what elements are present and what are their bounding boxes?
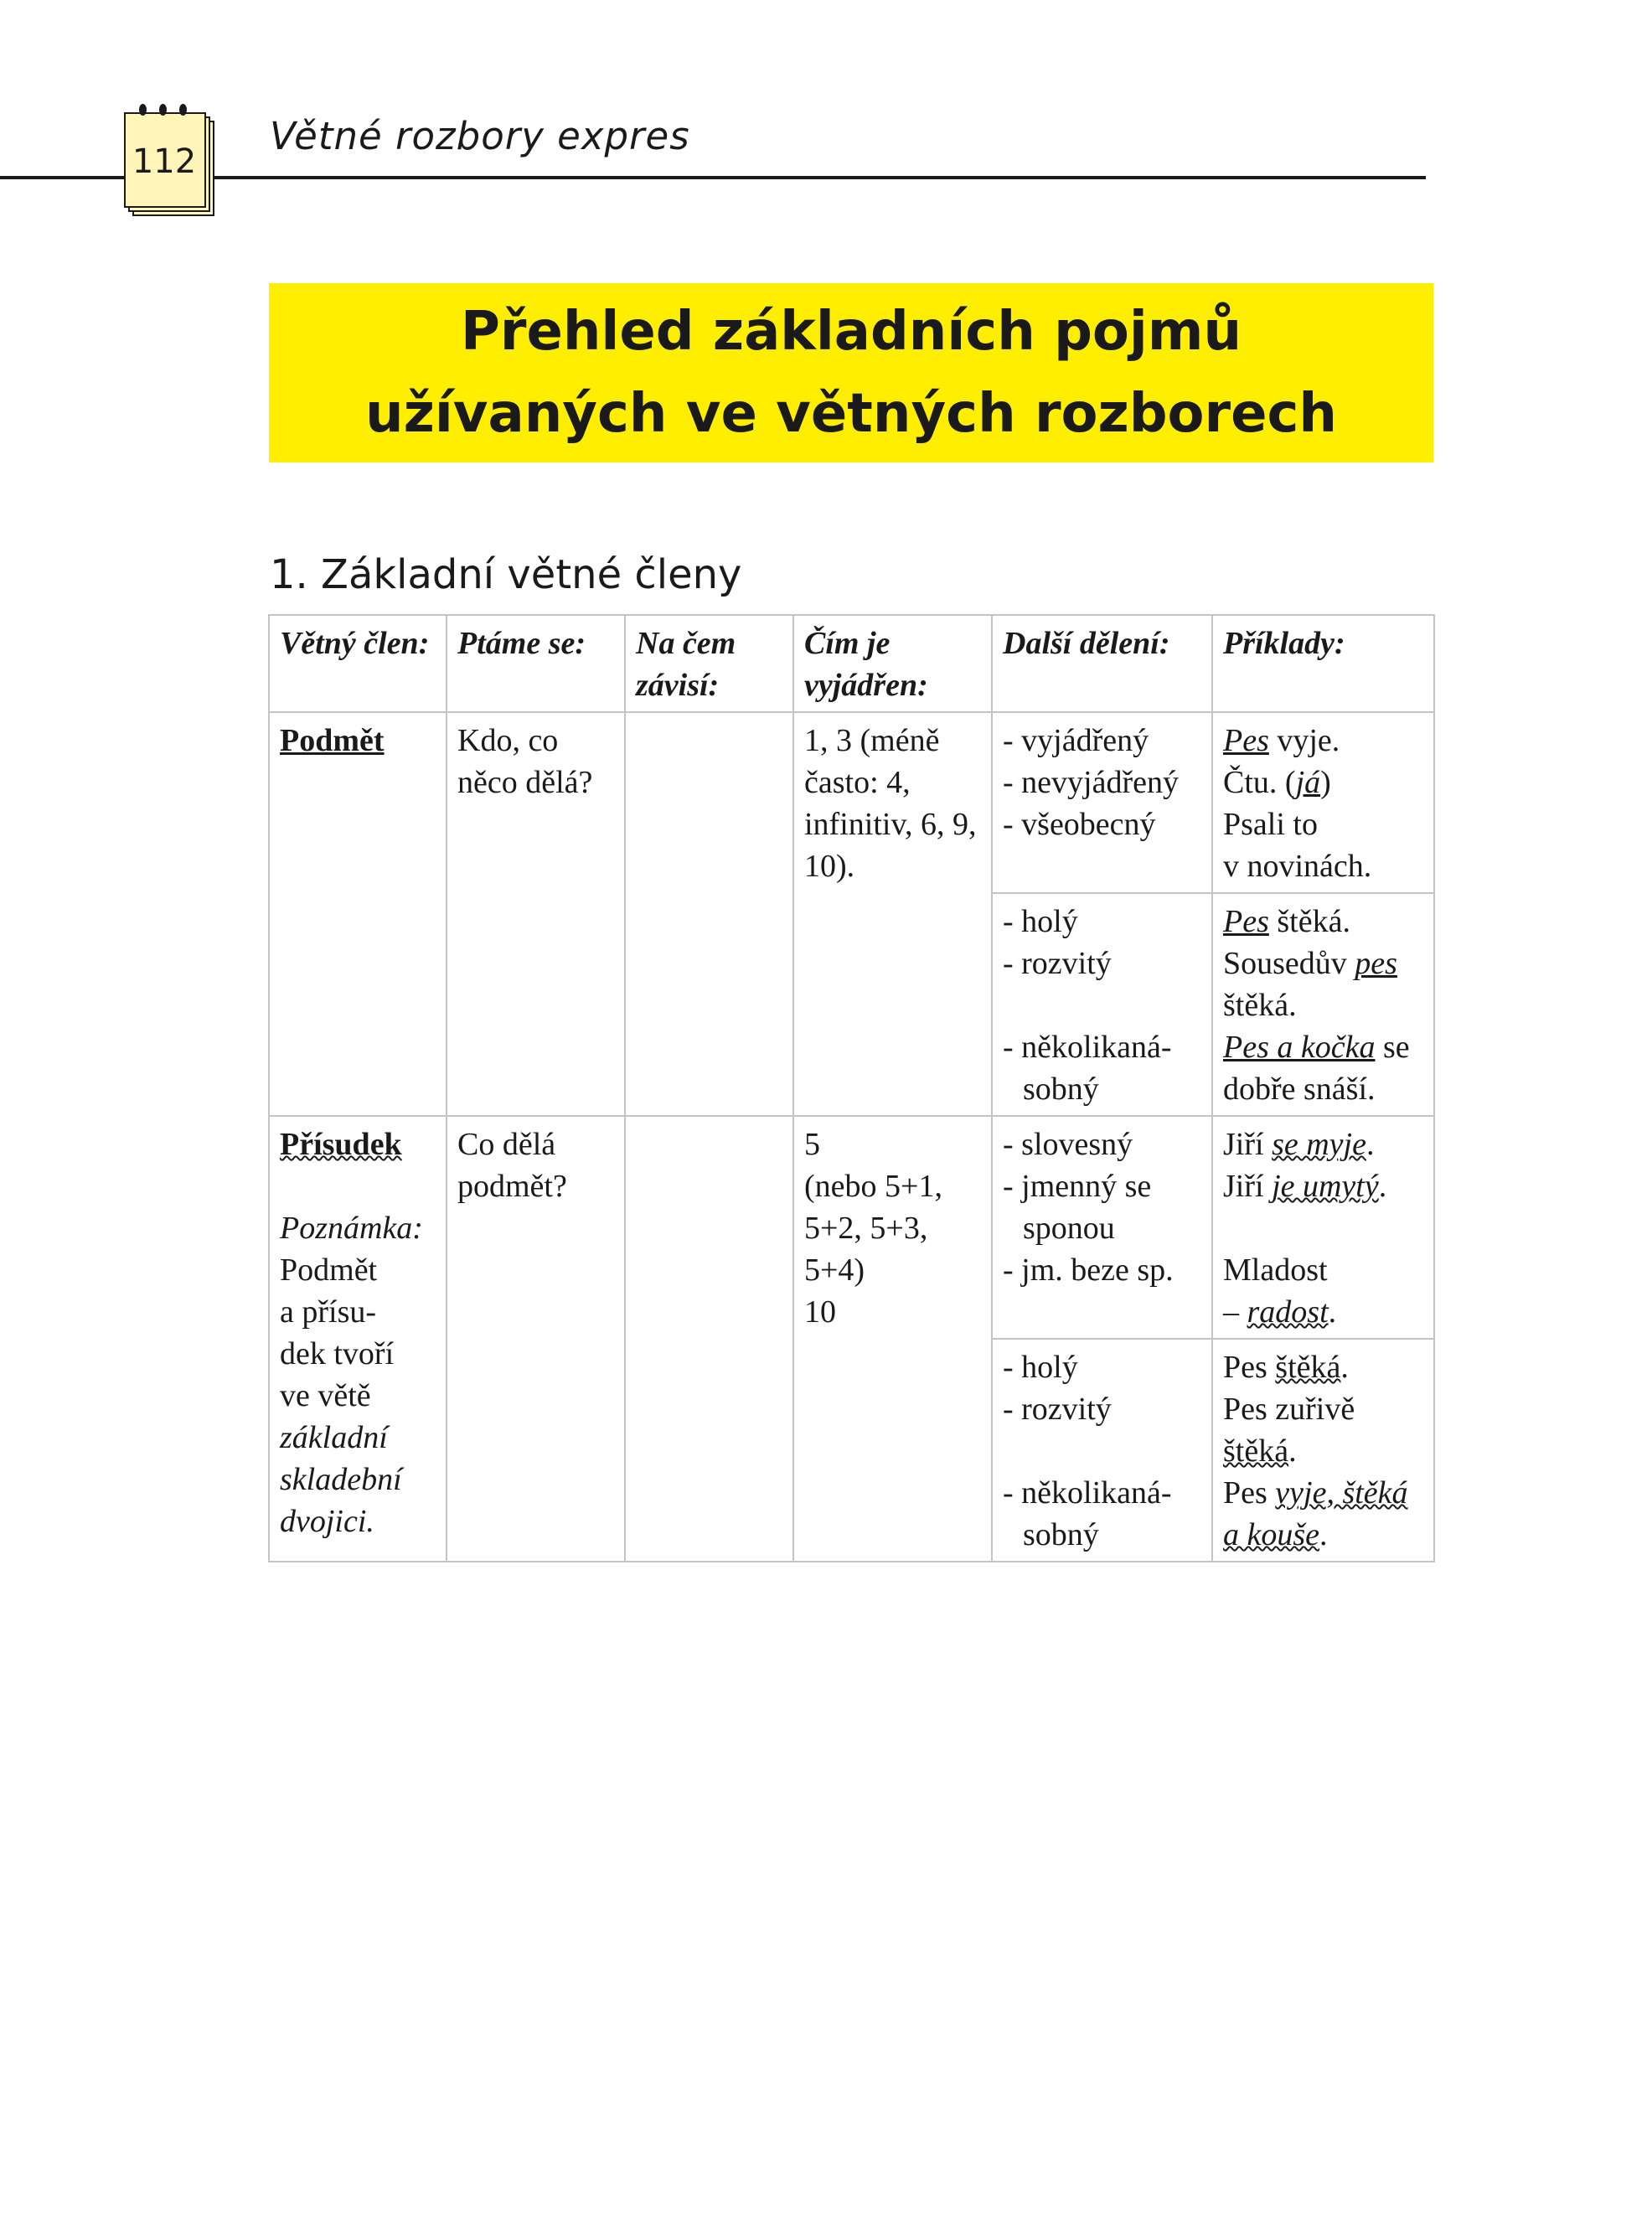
example-line: [1223, 1514, 1423, 1556]
division-item: - několikaná-: [1003, 1475, 1172, 1511]
example-line: [1223, 762, 1423, 803]
division-item: - holý: [1003, 1350, 1078, 1385]
example-line: Mladost: [1223, 1252, 1328, 1288]
example-text: .: [1340, 1350, 1349, 1385]
example-text: .: [1288, 1433, 1297, 1469]
example-line: [1223, 720, 1423, 762]
member-name: Podmět: [280, 723, 385, 758]
spacer: [1003, 1430, 1201, 1472]
example-line: [1223, 1472, 1423, 1514]
example-text: Pes: [1223, 1350, 1276, 1385]
predicate-highlight: a kouše: [1223, 1517, 1320, 1552]
column-header: Na čem závisí:: [625, 615, 793, 712]
page-number: 112: [132, 142, 197, 181]
depends-cell: [625, 712, 793, 1116]
example-line: [1223, 1291, 1423, 1333]
chapter-title-line-2: užívaných ve větných rozborech: [365, 383, 1337, 445]
question-cell: Kdo, co něco dělá?: [447, 712, 625, 1116]
division-item: - jm. beze sp.: [1003, 1252, 1174, 1288]
chapter-title-banner: [269, 283, 1433, 462]
division-cell: [992, 712, 1212, 893]
example-text: Jiří: [1223, 1127, 1273, 1162]
column-header: Další dělení:: [992, 615, 1212, 712]
predicate-highlight: štěká: [1275, 1350, 1341, 1385]
subject-highlight: Pes a kočka: [1223, 1030, 1376, 1065]
division-item: - holý: [1003, 904, 1078, 939]
example-text: vyje.: [1268, 723, 1340, 758]
chapter-title-line-1: Přehled základních pojmů: [460, 301, 1242, 363]
example-line: [1223, 1346, 1423, 1388]
column-header: Příklady:: [1212, 615, 1434, 712]
table-row: [269, 1116, 1434, 1339]
division-item: - několikaná-: [1003, 1030, 1172, 1065]
example-line: [1223, 901, 1423, 943]
division-item: - všeobecný: [1003, 807, 1156, 842]
subject-highlight: já: [1295, 765, 1321, 800]
examples-cell: [1212, 1116, 1434, 1339]
spacer: [1003, 984, 1201, 1026]
depends-cell: [625, 1116, 793, 1562]
subject-highlight: pes: [1355, 946, 1397, 981]
division-item: sobný: [1023, 1517, 1099, 1552]
predicate-highlight: vyje, štěká: [1275, 1475, 1408, 1511]
division-item: - rozvitý: [1003, 1392, 1112, 1427]
subject-highlight: Pes: [1223, 904, 1269, 939]
example-line: [1223, 1123, 1423, 1165]
division-cell: [992, 1116, 1212, 1339]
sentence-members-table: [268, 614, 1435, 1562]
table-row: [269, 712, 1434, 893]
expressed-line: 10: [804, 1294, 836, 1330]
example-line: [1223, 943, 1423, 984]
predicate-highlight: radost: [1247, 1294, 1329, 1330]
table-header-row: [269, 615, 1434, 712]
examples-cell: [1212, 1339, 1434, 1562]
example-text: .: [1319, 1517, 1328, 1552]
column-header: Čím je vyjádřen:: [793, 615, 992, 712]
question-cell: Co dělá podmět?: [447, 1116, 625, 1562]
note-line: dek tvoří: [280, 1336, 395, 1371]
expressed-line: 5+4): [804, 1252, 865, 1288]
predicate-highlight: se myje: [1272, 1127, 1366, 1162]
division-item: - jmenný se: [1003, 1169, 1152, 1204]
predicate-highlight: je umytý: [1272, 1169, 1379, 1204]
division-item: - nevyjádřený: [1003, 765, 1179, 800]
example-text: .: [1328, 1294, 1337, 1330]
notepad-ring: [179, 104, 187, 116]
notepad-ring: [159, 104, 167, 116]
expressed-cell: [793, 1116, 992, 1562]
expressed-line: (nebo 5+1,: [804, 1169, 942, 1204]
note-line: ve větě: [280, 1378, 371, 1413]
expressed-cell: 1, 3 (méně často: 4, infinitiv, 6, 9, 10).: [793, 712, 992, 1116]
book-title: Větné rozbory expres: [270, 114, 690, 158]
spacer: [280, 1165, 436, 1207]
column-header: Ptáme se:: [447, 615, 625, 712]
example-line: [1223, 1165, 1423, 1207]
example-line: dobře snáší.: [1223, 1072, 1376, 1107]
example-text: Pes: [1223, 1475, 1276, 1511]
notepad-ring: [139, 104, 147, 116]
note-label: Poznámka:: [280, 1211, 423, 1246]
division-cell: [992, 893, 1212, 1116]
subject-highlight: Pes: [1223, 723, 1269, 758]
spacer: [1223, 1207, 1423, 1249]
example-text: –: [1223, 1294, 1247, 1330]
division-item: - rozvitý: [1003, 946, 1112, 981]
page-number-notepad-icon: [124, 111, 213, 216]
member-cell: [269, 712, 447, 1116]
division-item: - slovesný: [1003, 1127, 1133, 1162]
example-line: [1223, 1026, 1423, 1068]
division-cell: [992, 1339, 1212, 1562]
example-text: Sousedův: [1223, 946, 1355, 981]
division-item: - vyjádřený: [1003, 723, 1149, 758]
example-text: .: [1365, 1127, 1375, 1162]
example-line: v novinách.: [1223, 849, 1372, 884]
note-line: skladební: [280, 1462, 402, 1497]
expressed-line: 5+2, 5+3,: [804, 1211, 928, 1246]
predicate-highlight: štěká: [1223, 1433, 1289, 1469]
expressed-line: 5: [804, 1127, 820, 1162]
note-line: a přísu-: [280, 1294, 377, 1330]
example-line: [1223, 1430, 1423, 1472]
example-line: štěká.: [1223, 988, 1297, 1023]
section-heading: 1. Základní větné členy: [270, 551, 742, 598]
note-line: dvojici.: [280, 1504, 374, 1539]
example-text: .: [1378, 1169, 1387, 1204]
example-text: Čtu. (: [1223, 765, 1296, 800]
example-text: se: [1375, 1030, 1410, 1065]
examples-cell: [1212, 893, 1434, 1116]
example-line: Psali to: [1223, 807, 1318, 842]
examples-cell: [1212, 712, 1434, 893]
division-item: sponou: [1023, 1211, 1115, 1246]
note-line: Podmět: [280, 1252, 378, 1288]
column-header: Větný člen:: [269, 615, 447, 712]
member-name: Přísudek: [280, 1127, 402, 1162]
division-item: sobný: [1023, 1072, 1099, 1107]
example-text: štěká.: [1268, 904, 1350, 939]
member-cell: [269, 1116, 447, 1562]
example-line: Pes zuřivě: [1223, 1392, 1355, 1427]
example-text: ): [1320, 765, 1331, 800]
example-text: Jiří: [1223, 1169, 1273, 1204]
note-line: základní: [280, 1420, 388, 1455]
